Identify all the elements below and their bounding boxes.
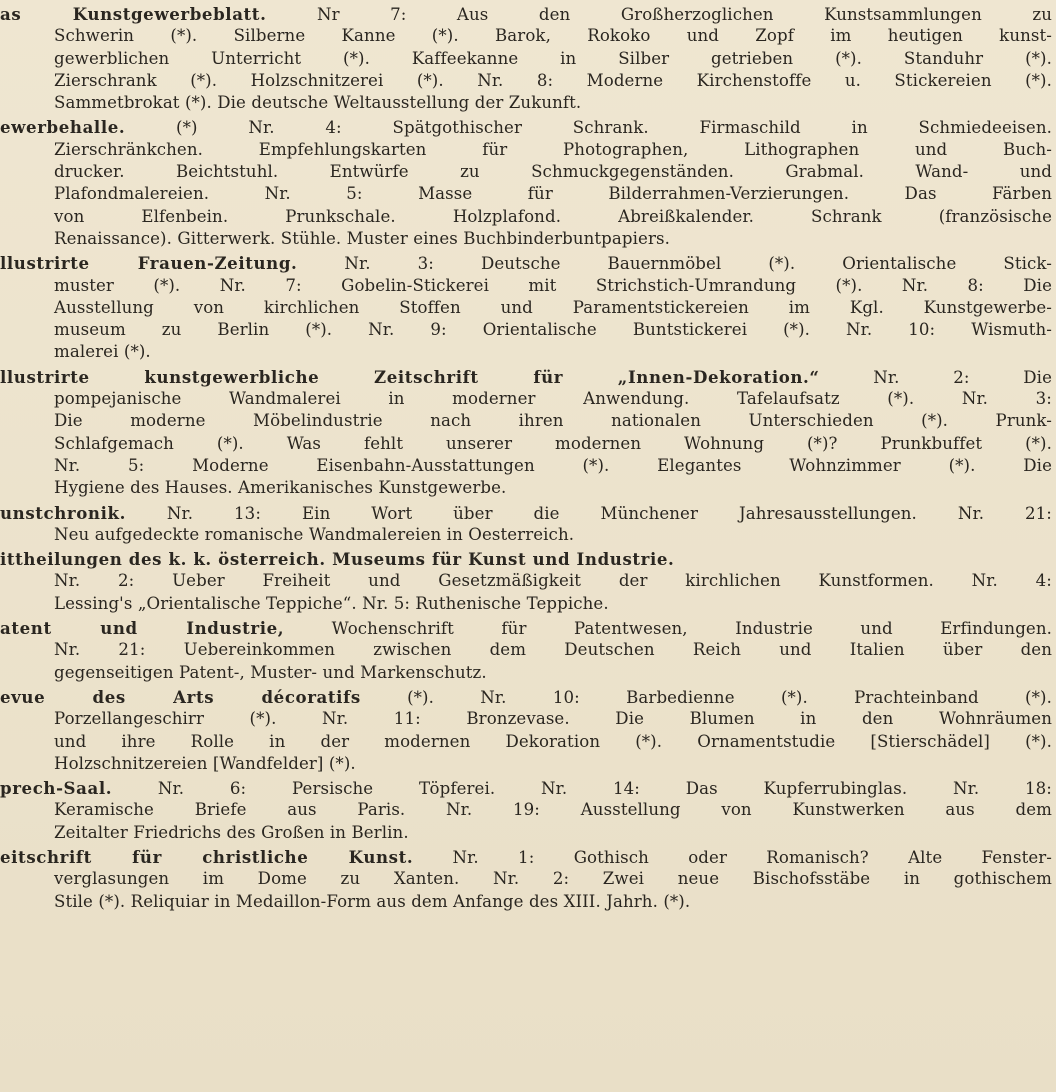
entry-text: Zierschrank (*). Holzschnitzerei (*). Nr. 8: Moderne Kirchenstoffe u. Stickereien (*).	[54, 70, 1052, 90]
entry-title: atent und Industrie,	[0, 618, 285, 639]
entry-text: Schwerin (*). Silberne Kanne (*). Barok, Rokoko und Zopf im heutigen kunst-	[54, 26, 1052, 46]
entry-text: drucker. Beichtstuhl. Entwürfe zu Schmuckgegenständen. Grabmal. Wand- und	[54, 162, 1052, 182]
entry-text: Renaissance). Gitterwerk. Stühle. Muster eines Buchbinderbuntpapiers.	[54, 228, 670, 248]
entry-gewerbehalle	[0, 116, 1052, 250]
entry-text: pompejanische Wandmalerei in moderner Anwendung. Tafelaufsatz (*). Nr. 3:	[54, 389, 1052, 409]
entry-text: Lessing's „Orientalische Teppiche“. Nr. 5: Ruthenische Teppiche.	[54, 593, 609, 613]
entry-patent-und-industrie	[0, 617, 1052, 684]
entry-title: ittheilungen des k. k. österreich. Museums für Kunst und Industrie.	[0, 549, 675, 570]
entry-title: evue des Arts décoratifs	[0, 686, 361, 707]
entry-title: unstchronik.	[0, 502, 126, 523]
entry-text: Plafondmalereien. Nr. 5: Masse für Bilderrahmen-Verzierungen. Das Färben	[54, 184, 1052, 204]
entry-text: Ausstellung von kirchlichen Stoffen und Paramentstickereien im Kgl. Kunstgewerbe-	[54, 297, 1052, 317]
entry-text: museum zu Berlin (*). Nr. 9: Orientalische Buntstickerei (*). Nr. 10: Wismuth-	[54, 320, 1052, 340]
entry-revue-des-arts-decoratifs	[0, 686, 1052, 775]
entry-text: Neu aufgedeckte romanische Wandmalereien in Oesterreich.	[54, 524, 575, 544]
entry-text: muster (*). Nr. 7: Gobelin-Stickerei mit Strichstich-Umrandung (*). Nr. 8: Die	[54, 275, 1052, 295]
entry-text: malerei (*).	[54, 342, 151, 362]
entry-text: Nr. 13: Ein Wort über die Münchener Jahresausstellungen. Nr. 21:	[125, 503, 1052, 523]
entry-title: llustrirte Frauen-Zeitung.	[0, 253, 298, 274]
entry-mittheilungen	[0, 548, 1052, 615]
entry-text: Nr 7: Aus den Großherzoglichen Kunstsammlungen zu	[266, 5, 1052, 24]
entry-text: Nr. 21: Uebereinkommen zwischen dem Deutschen Reich und Italien über den	[54, 640, 1052, 660]
entry-text: Nr. 1: Gothisch oder Romanisch? Alte Fenster-	[413, 847, 1052, 867]
entry-text: Zeitalter Friedrichs des Großen in Berlin.	[54, 822, 409, 842]
entry-text: Nr. 6: Persische Töpferei. Nr. 14: Das Kupferrubinglas. Nr. 18:	[112, 779, 1052, 799]
entry-text: Hygiene des Hauses. Amerikanisches Kunstgewerbe.	[54, 478, 507, 498]
entry-innen-dekoration	[0, 366, 1052, 500]
entry-text: Stile (*). Reliquiar in Medaillon-Form aus dem Anfange des XIII. Jahrh. (*).	[54, 891, 691, 911]
entry-title: eitschrift für christliche Kunst.	[0, 846, 414, 867]
entry-sprech-saal	[0, 777, 1052, 844]
entry-text: Schlafgemach (*). Was fehlt unserer modernen Wohnung (*)? Prunkbuffet (*).	[54, 433, 1052, 453]
entry-text: Wochenschrift für Patentwesen, Industrie und Erfindungen.	[284, 619, 1052, 639]
entry-text: und ihre Rolle in der modernen Dekoration (*). Ornamentstudie [Stierschädel] (*).	[54, 731, 1052, 751]
entry-title: prech-Saal.	[0, 778, 113, 799]
entry-text: gegenseitigen Patent-, Muster- und Markenschutz.	[54, 662, 487, 682]
entry-text: Keramische Briefe aus Paris. Nr. 19: Ausstellung von Kunstwerken aus dem	[54, 800, 1052, 820]
bibliography-list	[0, 3, 1052, 915]
entry-title: as Kunstgewerbeblatt.	[0, 4, 267, 24]
entry-text: (*) Nr. 4: Spätgothischer Schrank. Firmaschild in Schmiedeeisen.	[125, 118, 1052, 138]
entry-text: von Elfenbein. Prunkschale. Holzplafond. Abreißkalender. Schrank (französische	[54, 206, 1052, 226]
entry-text: gewerblichen Unterricht (*). Kaffeekanne in Silber getrieben (*). Standuhr (*).	[54, 48, 1052, 68]
entry-title: llustrirte kunstgewerbliche Zeitschrift für „Innen-Dekoration.“	[0, 366, 820, 387]
entry-title: ewerbehalle.	[0, 117, 126, 138]
entry-text: Holzschnitzereien [Wandfelder] (*).	[54, 753, 356, 773]
entry-text: (*). Nr. 10: Barbedienne (*). Prachteinband (*).	[360, 687, 1052, 707]
entry-text: Zierschränkchen. Empfehlungskarten für Photographen, Lithographen und Buch-	[54, 139, 1052, 159]
entry-kunstgewerbeblatt	[0, 3, 1052, 114]
entry-kunstchronik	[0, 502, 1052, 547]
entry-text: Nr. 3: Deutsche Bauernmöbel (*). Orientalische Stick-	[297, 254, 1052, 274]
entry-zeitschrift-christliche-kunst	[0, 846, 1052, 913]
entry-frauen-zeitung	[0, 252, 1052, 363]
entry-text: Nr. 2: Ueber Freiheit und Gesetzmäßigkeit der kirchlichen Kunstformen. Nr. 4:	[54, 571, 1052, 591]
entry-text: Nr. 5: Moderne Eisenbahn-Ausstattungen (*). Elegantes Wohnzimmer (*). Die	[54, 455, 1052, 475]
entry-text: Nr. 2: Die	[819, 367, 1052, 387]
entry-text: Porzellangeschirr (*). Nr. 11: Bronzevase. Die Blumen in den Wohnräumen	[54, 709, 1052, 729]
entry-text: Sammetbrokat (*). Die deutsche Weltausstellung der Zukunft.	[54, 93, 582, 113]
entry-text: verglasungen im Dome zu Xanten. Nr. 2: Zwei neue Bischofsstäbe in gothischem	[54, 869, 1052, 889]
entry-text: Die moderne Möbelindustrie nach ihren nationalen Unterschieden (*). Prunk-	[54, 411, 1052, 431]
